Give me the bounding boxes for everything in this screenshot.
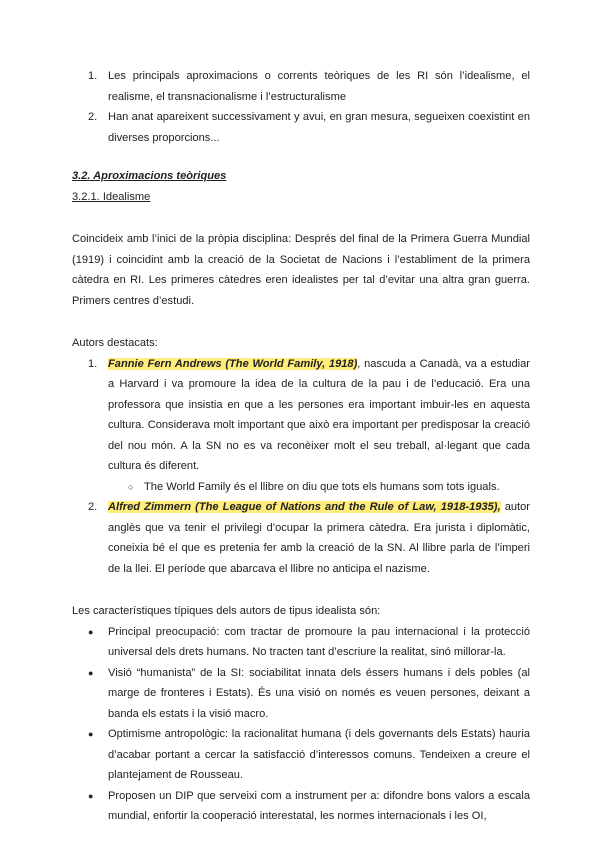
bullet-icon: ● [88,729,94,739]
characteristic-text: Principal preocupació: com tractar de promoure la pau internacional i la protecció universal dels drets humans. No tracten tant d’escriure la realitat, sinó millorar-la. [108,625,530,658]
author-highlight: Alfred Zimmern (The League of Nations and the Rule of Law, 1918-1935), [108,501,501,513]
list-marker: 1. [88,357,98,370]
spacer [72,579,530,601]
sub-list-item [128,477,530,498]
characteristics-list [72,622,530,827]
bullet-icon: ● [88,790,94,801]
characteristic-item [88,724,530,786]
author-text: autor anglès que va tenir el privilegi d’ocupar la primera càtedra. Era jurista i diplomàtic, coneixia bé el que es pretenia fer amb la creació de la SN. Al llibre parla de l’imperi de la llei. El període que abarcava el llibre no anticipa el nazisme. [108,501,530,575]
subsection-heading: 3.2.1. Idealisme [72,190,151,203]
author-sub-list [108,477,530,498]
characteristic-text: Visió “humanista” de la SI: sociabilitat innata dels éssers humans i dels pobles (al marge de fronteres i Estats). És una visió on només es veuen persones, deixant a banda els estats i la visió macro. [108,666,530,720]
intro-paragraph: Coincideix amb l’inici de la pròpia disciplina: Després del final de la Primera Guerra Mundial (1919) i coincidint amb la creació de la Societat de Nacions i l’establiment de la primera càtedra en RI. Les primeres càtedres eren idealistes per tal d’evitar una altra gran guerra. Primers centres d’estudi. [72,233,530,307]
bullet-icon: ● [88,667,94,678]
characteristic-item [88,622,530,663]
characteristic-item [88,786,530,827]
intro-list-item [88,107,530,148]
list-item-text: Les principals aproximacions o corrents teòriques de les RI són l’idealisme, el realisme, el transnacionalisme i l’estructuralisme [108,70,530,103]
spacer [72,207,530,229]
list-marker: 2. [88,111,98,123]
spacer [72,148,530,166]
circle-bullet-icon: ○ [128,481,134,492]
list-item-text: Han anat apareixent successivament y avui, en gran mesura, segueixen coexistint en diverses proporcions... [108,111,530,144]
bullet-icon: ● [88,626,94,637]
characteristic-text: Optimisme antropològic: la racionalitat humana (i dels governants dels Estats) hauria d’acabar portant a cercar la satisfacció d’interessos comuns. Tendeixen a creure el plantejament de Rousseau. [108,728,530,781]
characteristic-text: Proposen un DIP que serveixi com a instrument per a: difondre bons valors a escala mundial, enfortir la cooperació interestatal, les normes internacionals i les OI, [108,789,530,822]
section-heading: 3.2. Aproximacions teòriques [72,170,227,182]
list-marker: 1. [88,70,98,82]
author-highlight: Fannie Fern Andrews (The World Family, 1918) [108,357,358,370]
intro-list-item [88,66,530,107]
authors-label: Autors destacats: [72,337,158,349]
characteristic-item [88,663,530,725]
author-text: , nascuda a Canadà, va a estudiar a Harvard i va promoure la idea de la cultura de la pau i de l’educació. Era una professora que insistia en que a les persones era important imbuir-les en aquesta cultura. Considerava molt important que això era important per predisposar la creació del nou món. A la SN no es va reconèixer molt el seu treball, al·legant que cada cultura és diferent. [108,357,530,472]
author-item [88,497,530,579]
author-item [88,354,530,498]
authors-list [72,354,530,580]
characteristics-label: Les característiques típiques dels autors de tipus idealista són: [72,605,381,617]
spacer [72,311,530,333]
sub-item-text: The World Family és el llibre on diu que tots els humans som tots iguals. [144,480,500,493]
intro-list [72,66,530,148]
list-marker: 2. [88,501,98,513]
